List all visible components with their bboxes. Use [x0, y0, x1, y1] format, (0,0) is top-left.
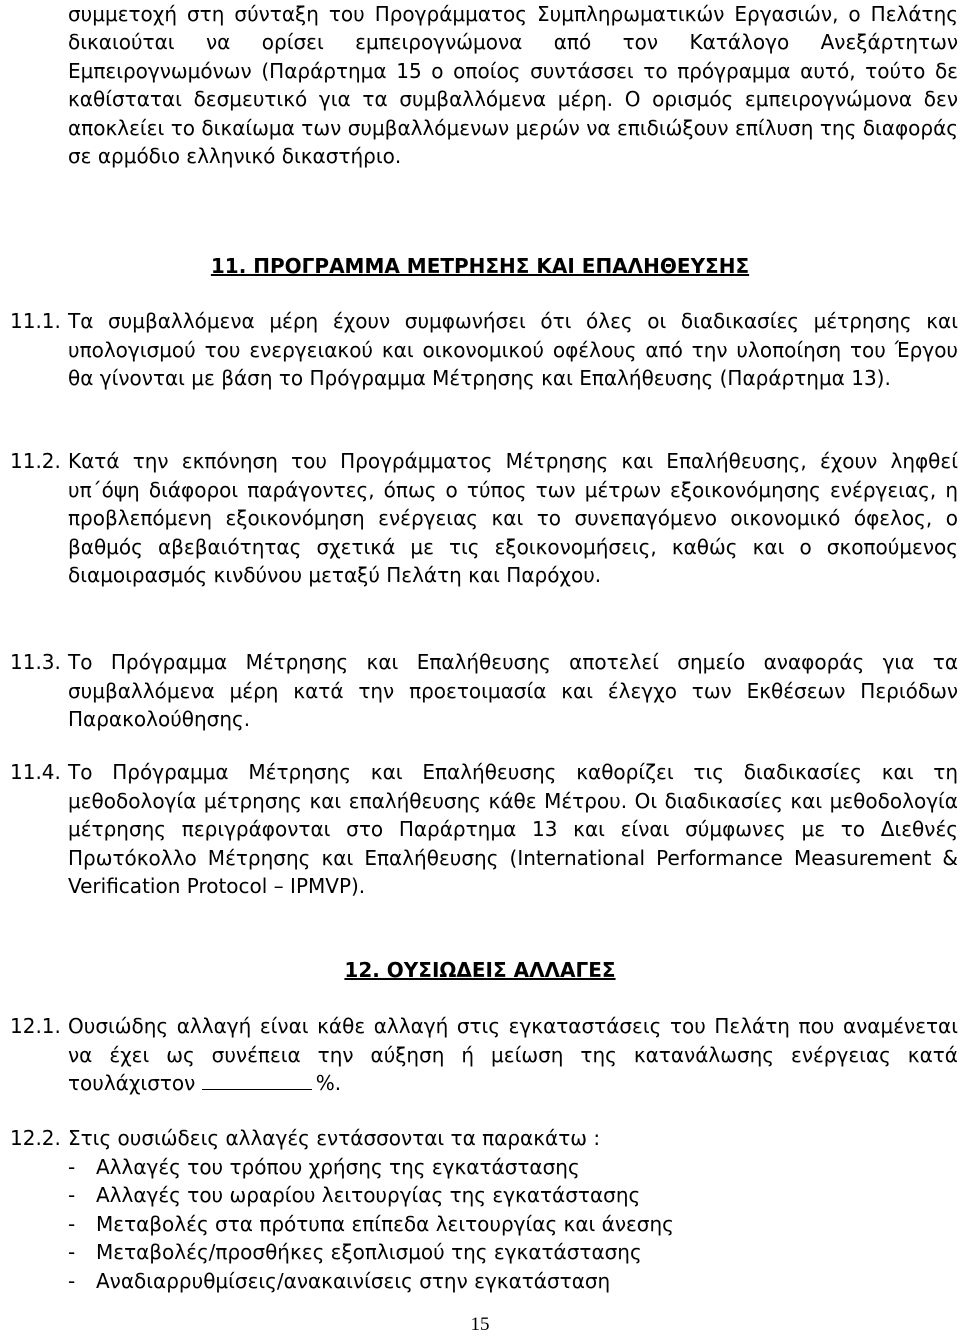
- clause-number: 12.2.: [10, 1126, 61, 1150]
- clause-number: 11.3.: [10, 650, 61, 674]
- clause-text: Το Πρόγραμμα Μέτρησης και Επαλήθευσης αποτελεί σημείο αναφοράς για τα συμβαλλόμενα μέρη κατά την προετοιμασία και έλεγχο των Εκθέσεων Περιόδων Παρακολούθησης.: [68, 650, 958, 731]
- clause-12-1: [10, 1012, 958, 1098]
- clause-text: Τα συμβαλλόμενα μέρη έχουν συμφωνήσει ότι όλες οι διαδικασίες μέτρησης και υπολογισμού του ενεργειακού και οικονομικού οφέλους από την υλοποίηση του Έργου θα γίνονται με βάση το Πρόγραμμα Μέτρησης και Επαλήθευσης (Παράρτημα 13).: [68, 309, 958, 390]
- clause-11-4: [10, 758, 958, 901]
- percent-suffix: %.: [315, 1071, 342, 1095]
- section-11-heading: 11. ΠΡΟΓΡΑΜΜΑ ΜΕΤΡΗΣΗΣ ΚΑΙ ΕΠΑΛΗΘΕΥΣΗΣ: [210, 254, 750, 278]
- section-12-heading: 12. ΟΥΣΙΩΔΕΙΣ ΑΛΛΑΓΕΣ: [344, 958, 616, 982]
- clause-intro: Στις ουσιώδεις αλλαγές εντάσσονται τα παρακάτω :: [68, 1126, 601, 1150]
- fill-in-blank: [202, 1071, 312, 1090]
- clause-number: 11.4.: [10, 760, 61, 784]
- clause-12-2: [10, 1124, 958, 1295]
- clause-text: [68, 1124, 958, 1295]
- list-item: - Αναδιαρρυθμίσεις/ανακαινίσεις στην εγκατάσταση: [68, 1267, 958, 1296]
- clause-number: 11.1.: [10, 309, 61, 333]
- clause-11-2: [10, 447, 958, 590]
- clause-text: Κατά την εκπόνηση του Προγράμματος Μέτρησης και Επαλήθευσης, έχουν ληφθεί υπ΄όψη διάφοροι παράγοντες, όπως ο τύπος των μέτρων εξοικονόμησης ενέργειας, η προβλεπόμενη εξοικονόμηση ενέργειας και το συνεπαγόμενο οικονομικό όφελος, ο βαθμός αβεβαιότητας σχετικά με τις εξοικονομήσεις, καθώς και ο σκοπούμενος διαμοιρασμός κινδύνου μεταξύ Πελάτη και Παρόχου.: [68, 449, 958, 587]
- clause-body: Ουσιώδης αλλαγή είναι κάθε αλλαγή στις εγκαταστάσεις του Πελάτη που αναμένεται να έχει ως συνέπεια την αύξηση ή μείωση της κατανάλωσης ενέργειας κατά τουλάχιστον: [68, 1014, 958, 1095]
- clause-text: Το Πρόγραμμα Μέτρησης και Επαλήθευσης καθορίζει τις διαδικασίες και τη μεθοδολογία μέτρησης και επαλήθευσης κάθε Μέτρου. Οι διαδικασίες και μεθοδολογία μέτρησης περιγράφονται στο Παράρτημα 13 και είναι σύμφωνες με το Διεθνές Πρωτόκολλο Μέτρησης και Επαλήθευσης (International Performance Measurement & Verification Protocol – IPMVP).: [68, 760, 958, 898]
- page-number: 15: [470, 1314, 490, 1335]
- clause-number: 11.2.: [10, 449, 61, 473]
- list-item: - Αλλαγές του ωραρίου λειτουργίας της εγκατάστασης: [68, 1181, 958, 1210]
- clause-number: 12.1.: [10, 1014, 61, 1038]
- clause-11-3: [10, 648, 958, 734]
- clause-text: [68, 1012, 958, 1098]
- intro-paragraph: συμμετοχή στη σύνταξη του Προγράμματος Συμπληρωματικών Εργασιών, ο Πελάτης δικαιούται να ορίσει εμπειρογνώμονα από τον Κατάλογο Ανεξάρτητων Εμπειρογνωμόνων (Παράρτημα 15 ο οποίος συντάσσει το πρόγραμμα αυτό, τούτο δε καθίσταται δεσμευτικό για τα συμβαλλόμενα μέρη. Ο ορισμός εμπειρογνώμονα δεν αποκλείει το δικαίωμα των συμβαλλόμενων μερών να επιδιώξουν επίλυση της διαφοράς σε αρμόδιο ελληνικό δικαστήριο.: [68, 2, 958, 169]
- clause-11-1: [10, 307, 958, 393]
- list-item: - Μεταβολές στα πρότυπα επίπεδα λειτουργίας και άνεσης: [68, 1210, 958, 1239]
- list-item: - Μεταβολές/προσθήκες εξοπλισμού της εγκατάστασης: [68, 1238, 958, 1267]
- changes-list: [68, 1153, 958, 1296]
- list-item: - Αλλαγές του τρόπου χρήσης της εγκατάστασης: [68, 1153, 958, 1182]
